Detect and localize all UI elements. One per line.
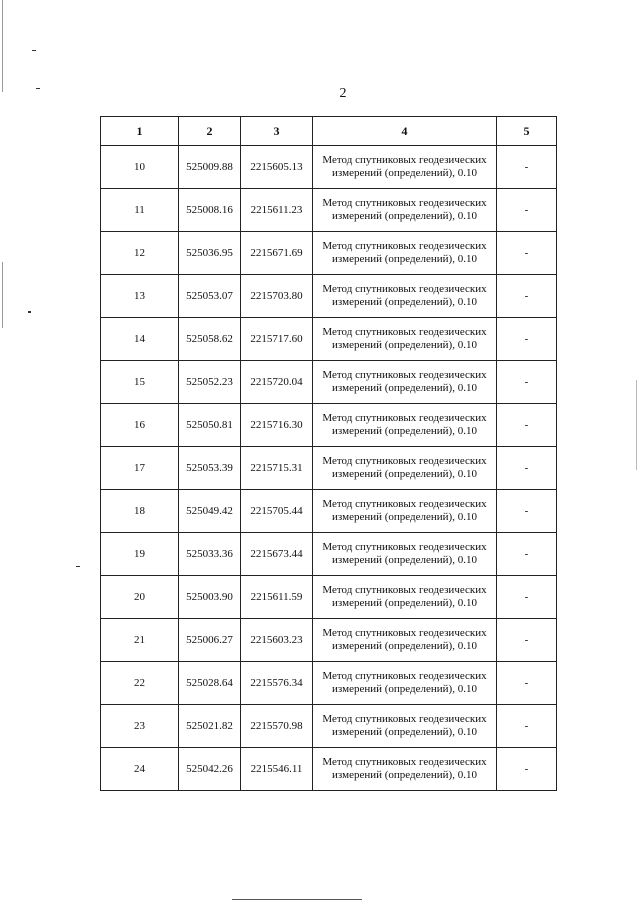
note-cell: - bbox=[497, 662, 557, 705]
point-number-cell: 11 bbox=[101, 189, 179, 232]
point-number-cell: 12 bbox=[101, 232, 179, 275]
y-coordinate-cell: 2215715.31 bbox=[241, 447, 313, 490]
table-row bbox=[101, 232, 557, 275]
y-coordinate-cell: 2215673.44 bbox=[241, 533, 313, 576]
y-coordinate-cell: 2215546.11 bbox=[241, 748, 313, 791]
scan-mark bbox=[2, 0, 3, 92]
x-coordinate-cell: 525053.07 bbox=[179, 275, 241, 318]
header-col-4: 4 bbox=[313, 117, 497, 146]
method-cell: Метод спутниковых геодезических измерений (определений), 0.10 bbox=[313, 232, 497, 275]
scan-mark bbox=[636, 380, 637, 470]
header-col-5: 5 bbox=[497, 117, 557, 146]
scan-mark bbox=[232, 899, 362, 900]
y-coordinate-cell: 2215576.34 bbox=[241, 662, 313, 705]
table-body bbox=[101, 146, 557, 791]
x-coordinate-cell: 525006.27 bbox=[179, 619, 241, 662]
x-coordinate-cell: 525008.16 bbox=[179, 189, 241, 232]
method-cell: Метод спутниковых геодезических измерений (определений), 0.10 bbox=[313, 404, 497, 447]
scan-mark bbox=[76, 566, 80, 567]
point-number-cell: 18 bbox=[101, 490, 179, 533]
table-row bbox=[101, 447, 557, 490]
note-cell: - bbox=[497, 533, 557, 576]
table-row bbox=[101, 404, 557, 447]
note-cell: - bbox=[497, 404, 557, 447]
x-coordinate-cell: 525021.82 bbox=[179, 705, 241, 748]
method-cell: Метод спутниковых геодезических измерений (определений), 0.10 bbox=[313, 275, 497, 318]
x-coordinate-cell: 525028.64 bbox=[179, 662, 241, 705]
point-number-cell: 16 bbox=[101, 404, 179, 447]
table-row bbox=[101, 705, 557, 748]
method-cell: Метод спутниковых геодезических измерений (определений), 0.10 bbox=[313, 189, 497, 232]
point-number-cell: 22 bbox=[101, 662, 179, 705]
point-number-cell: 14 bbox=[101, 318, 179, 361]
method-cell: Метод спутниковых геодезических измерений (определений), 0.10 bbox=[313, 318, 497, 361]
y-coordinate-cell: 2215605.13 bbox=[241, 146, 313, 189]
point-number-cell: 19 bbox=[101, 533, 179, 576]
note-cell: - bbox=[497, 146, 557, 189]
point-number-cell: 10 bbox=[101, 146, 179, 189]
x-coordinate-cell: 525009.88 bbox=[179, 146, 241, 189]
table-row bbox=[101, 490, 557, 533]
scan-mark bbox=[28, 311, 31, 313]
method-cell: Метод спутниковых геодезических измерений (определений), 0.10 bbox=[313, 576, 497, 619]
point-number-cell: 21 bbox=[101, 619, 179, 662]
note-cell: - bbox=[497, 361, 557, 404]
x-coordinate-cell: 525003.90 bbox=[179, 576, 241, 619]
table-row bbox=[101, 619, 557, 662]
x-coordinate-cell: 525058.62 bbox=[179, 318, 241, 361]
header-col-2: 2 bbox=[179, 117, 241, 146]
point-number-cell: 24 bbox=[101, 748, 179, 791]
scan-mark bbox=[36, 88, 40, 89]
x-coordinate-cell: 525049.42 bbox=[179, 490, 241, 533]
method-cell: Метод спутниковых геодезических измерений (определений), 0.10 bbox=[313, 662, 497, 705]
note-cell: - bbox=[497, 705, 557, 748]
page-number: 2 bbox=[339, 86, 347, 101]
table-row bbox=[101, 275, 557, 318]
method-cell: Метод спутниковых геодезических измерений (определений), 0.10 bbox=[313, 447, 497, 490]
y-coordinate-cell: 2215703.80 bbox=[241, 275, 313, 318]
table-row bbox=[101, 576, 557, 619]
x-coordinate-cell: 525050.81 bbox=[179, 404, 241, 447]
point-number-cell: 15 bbox=[101, 361, 179, 404]
table-header-row bbox=[101, 117, 557, 146]
table-row bbox=[101, 318, 557, 361]
table-row bbox=[101, 189, 557, 232]
table-row bbox=[101, 748, 557, 791]
method-cell: Метод спутниковых геодезических измерений (определений), 0.10 bbox=[313, 619, 497, 662]
y-coordinate-cell: 2215671.69 bbox=[241, 232, 313, 275]
table-row bbox=[101, 662, 557, 705]
y-coordinate-cell: 2215720.04 bbox=[241, 361, 313, 404]
method-cell: Метод спутниковых геодезических измерений (определений), 0.10 bbox=[313, 146, 497, 189]
note-cell: - bbox=[497, 447, 557, 490]
method-cell: Метод спутниковых геодезических измерений (определений), 0.10 bbox=[313, 490, 497, 533]
note-cell: - bbox=[497, 189, 557, 232]
y-coordinate-cell: 2215611.59 bbox=[241, 576, 313, 619]
method-cell: Метод спутниковых геодезических измерений (определений), 0.10 bbox=[313, 533, 497, 576]
point-number-cell: 13 bbox=[101, 275, 179, 318]
scan-mark bbox=[2, 262, 3, 328]
method-cell: Метод спутниковых геодезических измерений (определений), 0.10 bbox=[313, 705, 497, 748]
y-coordinate-cell: 2215705.44 bbox=[241, 490, 313, 533]
y-coordinate-cell: 2215717.60 bbox=[241, 318, 313, 361]
note-cell: - bbox=[497, 318, 557, 361]
point-number-cell: 23 bbox=[101, 705, 179, 748]
table-row bbox=[101, 146, 557, 189]
point-number-cell: 17 bbox=[101, 447, 179, 490]
note-cell: - bbox=[497, 275, 557, 318]
header-col-3: 3 bbox=[241, 117, 313, 146]
coordinates-table bbox=[100, 116, 557, 791]
x-coordinate-cell: 525042.26 bbox=[179, 748, 241, 791]
note-cell: - bbox=[497, 232, 557, 275]
point-number-cell: 20 bbox=[101, 576, 179, 619]
note-cell: - bbox=[497, 490, 557, 533]
y-coordinate-cell: 2215611.23 bbox=[241, 189, 313, 232]
table-row bbox=[101, 533, 557, 576]
x-coordinate-cell: 525052.23 bbox=[179, 361, 241, 404]
y-coordinate-cell: 2215716.30 bbox=[241, 404, 313, 447]
note-cell: - bbox=[497, 619, 557, 662]
y-coordinate-cell: 2215570.98 bbox=[241, 705, 313, 748]
x-coordinate-cell: 525036.95 bbox=[179, 232, 241, 275]
scan-mark bbox=[32, 50, 36, 51]
x-coordinate-cell: 525053.39 bbox=[179, 447, 241, 490]
method-cell: Метод спутниковых геодезических измерений (определений), 0.10 bbox=[313, 748, 497, 791]
note-cell: - bbox=[497, 576, 557, 619]
note-cell: - bbox=[497, 748, 557, 791]
y-coordinate-cell: 2215603.23 bbox=[241, 619, 313, 662]
header-col-1: 1 bbox=[101, 117, 179, 146]
table-row bbox=[101, 361, 557, 404]
method-cell: Метод спутниковых геодезических измерений (определений), 0.10 bbox=[313, 361, 497, 404]
x-coordinate-cell: 525033.36 bbox=[179, 533, 241, 576]
